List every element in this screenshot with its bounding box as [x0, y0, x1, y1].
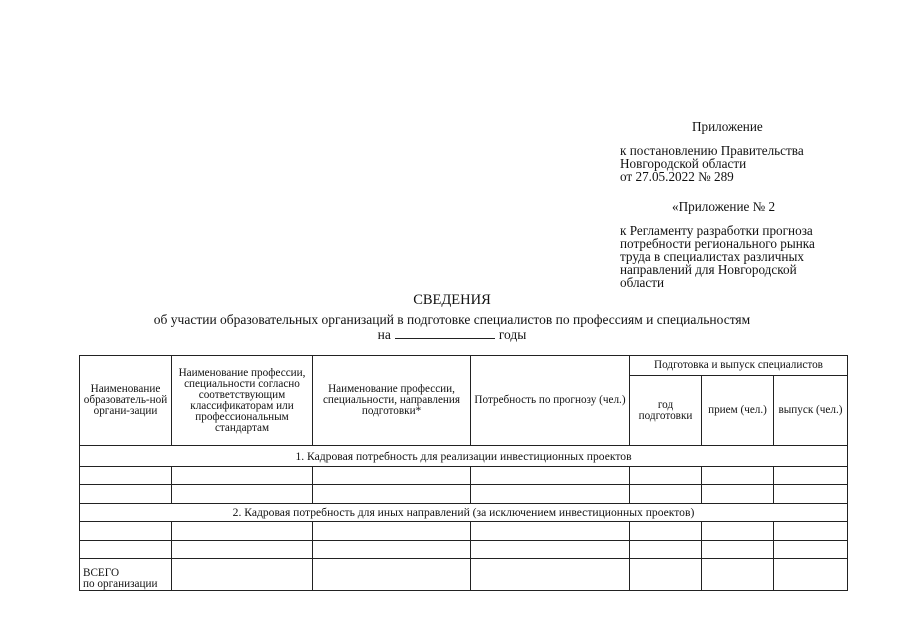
table-row	[80, 485, 848, 504]
header-forecast: Потребность по прогнозу (чел.)	[471, 356, 630, 446]
total-label-line-2: по организации	[83, 578, 158, 590]
table-cell[interactable]	[313, 467, 471, 485]
appendix-line: от 27.05.2022 № 289	[620, 169, 734, 184]
section-row-2: 2. Кадровая потребность для иных направлений (за исключением инвестиционных проектов)	[80, 504, 848, 522]
appendix-line: труда в специалистах различных	[620, 249, 804, 264]
header-prep-name: Наименование профессии, специальности, направления подготовки*	[313, 356, 471, 446]
appendix-block	[620, 120, 880, 289]
table-cell[interactable]	[80, 467, 172, 485]
table-cell[interactable]	[313, 559, 471, 591]
table-row	[80, 522, 848, 541]
table-cell[interactable]	[80, 522, 172, 541]
table-cell[interactable]	[774, 522, 848, 541]
table-cell[interactable]	[172, 522, 313, 541]
header-org: Наименование образователь-ной органи-зации	[80, 356, 172, 446]
total-label-line-1: ВСЕГО	[83, 567, 120, 579]
appendix-line: направлений для Новгородской	[620, 262, 797, 277]
table-cell[interactable]	[172, 467, 313, 485]
section-row-1: 1. Кадровая потребность для реализации инвестиционных проектов	[80, 446, 848, 467]
table-cell[interactable]	[774, 541, 848, 559]
document-subtitle: об участии образовательных организаций в подготовке специалистов по профессиям и специальностям	[153, 312, 751, 327]
appendix-line: области	[620, 275, 665, 290]
total-row	[80, 559, 848, 591]
table-cell[interactable]	[172, 485, 313, 504]
header-output: выпуск (чел.)	[774, 376, 848, 446]
appendix-title-2: «Приложение № 2	[672, 199, 776, 214]
table-cell[interactable]	[702, 541, 774, 559]
table-cell[interactable]	[80, 485, 172, 504]
table-cell[interactable]	[774, 485, 848, 504]
table-cell[interactable]	[471, 541, 630, 559]
appendix-line: потребности регионального рынка	[620, 236, 815, 251]
table-cell[interactable]	[630, 559, 702, 591]
table-cell[interactable]	[172, 541, 313, 559]
table-cell[interactable]	[471, 467, 630, 485]
table-cell[interactable]	[774, 559, 848, 591]
table-cell[interactable]	[172, 559, 313, 591]
header-group: Подготовка и выпуск специалистов	[630, 356, 848, 376]
document-title: СВЕДЕНИЯ	[413, 292, 491, 308]
table-cell[interactable]	[313, 541, 471, 559]
table-cell[interactable]	[630, 485, 702, 504]
period-prefix: на	[377, 327, 391, 342]
table-cell[interactable]	[630, 522, 702, 541]
table-cell[interactable]	[80, 541, 172, 559]
period-blank	[395, 327, 495, 339]
table-cell[interactable]	[702, 559, 774, 591]
table-row	[80, 541, 848, 559]
table-cell[interactable]	[630, 541, 702, 559]
table-cell[interactable]	[313, 485, 471, 504]
header-intake: прием (чел.)	[702, 376, 774, 446]
table-row	[80, 467, 848, 485]
table-cell[interactable]	[702, 522, 774, 541]
table-cell[interactable]	[471, 559, 630, 591]
table-cell[interactable]	[471, 485, 630, 504]
header-profession: Наименование профессии, специальности согласно соответствующим классификаторам или профессиональным стандартам	[172, 356, 313, 446]
appendix-line: к постановлению Правительства	[620, 143, 804, 158]
table-cell[interactable]	[313, 522, 471, 541]
appendix-title: Приложение	[692, 119, 763, 134]
appendix-line: к Регламенту разработки прогноза	[620, 223, 813, 238]
table-cell[interactable]	[471, 522, 630, 541]
table-cell[interactable]	[630, 467, 702, 485]
appendix-line: Новгородской области	[620, 156, 747, 171]
table-cell[interactable]	[702, 485, 774, 504]
header-year: год подготовки	[630, 376, 702, 446]
data-table	[79, 355, 848, 591]
table-cell[interactable]	[702, 467, 774, 485]
period-line	[0, 327, 904, 343]
total-label	[80, 559, 172, 591]
table-cell[interactable]	[774, 467, 848, 485]
period-suffix: годы	[498, 327, 527, 342]
